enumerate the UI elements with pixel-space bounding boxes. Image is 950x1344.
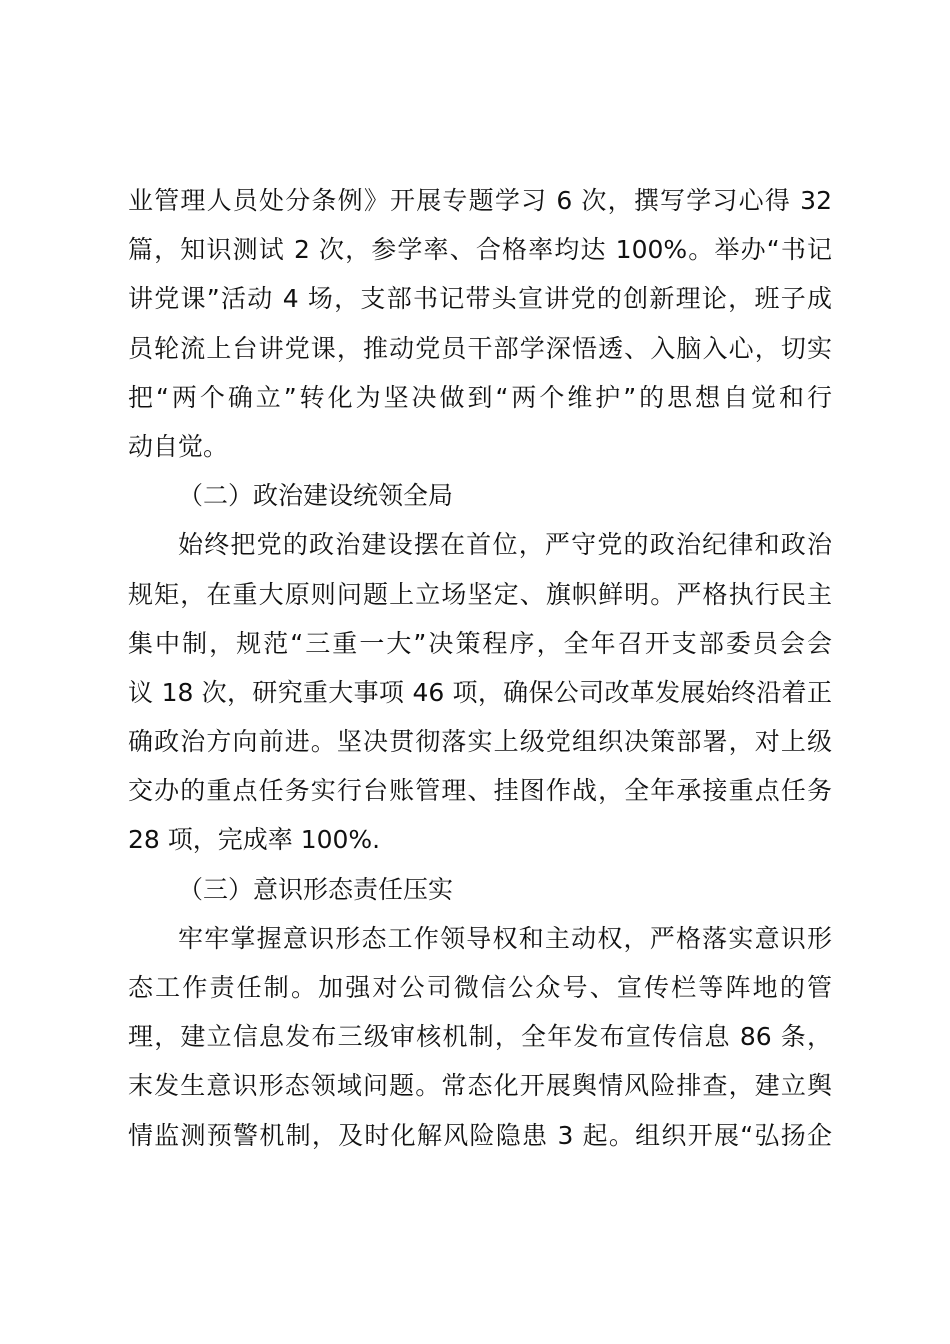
paragraph-line: 篇，知识测试 2 次，参学率、合格率均达 100%。举办“书记 [128, 235, 832, 265]
paragraph-line: 态工作责任制。加强对公司微信公众号、宣传栏等阵地的管 [128, 973, 832, 1002]
paragraph-line: 议 18 次，研究重大事项 46 项，确保公司改革发展始终沿着正 [128, 677, 832, 707]
section-heading-2: （二）政治建设统领全局 [178, 481, 454, 511]
section-heading-3: （三）意识形态责任压实 [178, 874, 454, 904]
document-page [128, 176, 832, 1160]
paragraph-line: 交办的重点任务实行台账管理、挂图作战，全年承接重点任务 [128, 776, 832, 806]
paragraph-line: 始终把党的政治建设摆在首位，严守党的政治纪律和政治 [178, 530, 832, 560]
paragraph-line: 确政治方向前进。坚决贯彻落实上级党组织决策部署，对上级 [128, 727, 832, 757]
paragraph-line: 牢牢掌握意识形态工作领导权和主动权，严格落实意识形 [178, 923, 832, 953]
paragraph-line: 理，建立信息发布三级审核机制，全年发布宣传信息 86 条， [128, 1022, 832, 1052]
paragraph-line: 情监测预警机制，及时化解风险隐患 3 起。组织开展“弘扬企 [128, 1120, 832, 1150]
paragraph-line: 讲党课”活动 4 场，支部书记带头宣讲党的创新理论，班子成 [128, 284, 832, 314]
paragraph-line: 动自觉。 [128, 431, 229, 461]
paragraph-line: 业管理人员处分条例》开展专题学习 6 次，撰写学习心得 32 [128, 186, 832, 215]
paragraph-line: 28 项，完成率 100%. [128, 825, 381, 855]
paragraph-line: 规矩，在重大原则问题上立场坚定、旗帜鲜明。严格执行民主 [128, 579, 832, 609]
paragraph-line: 员轮流上台讲党课，推动党员干部学深悟透、入脑入心，切实 [128, 333, 832, 363]
paragraph-line: 集中制，规范“三重一大”决策程序，全年召开支部委员会会 [128, 628, 832, 658]
paragraph-line: 把“两个确立”转化为坚决做到“两个维护”的思想自觉和行 [128, 382, 832, 412]
paragraph-line: 末发生意识形态领域问题。常态化开展舆情风险排查，建立舆 [128, 1071, 832, 1101]
